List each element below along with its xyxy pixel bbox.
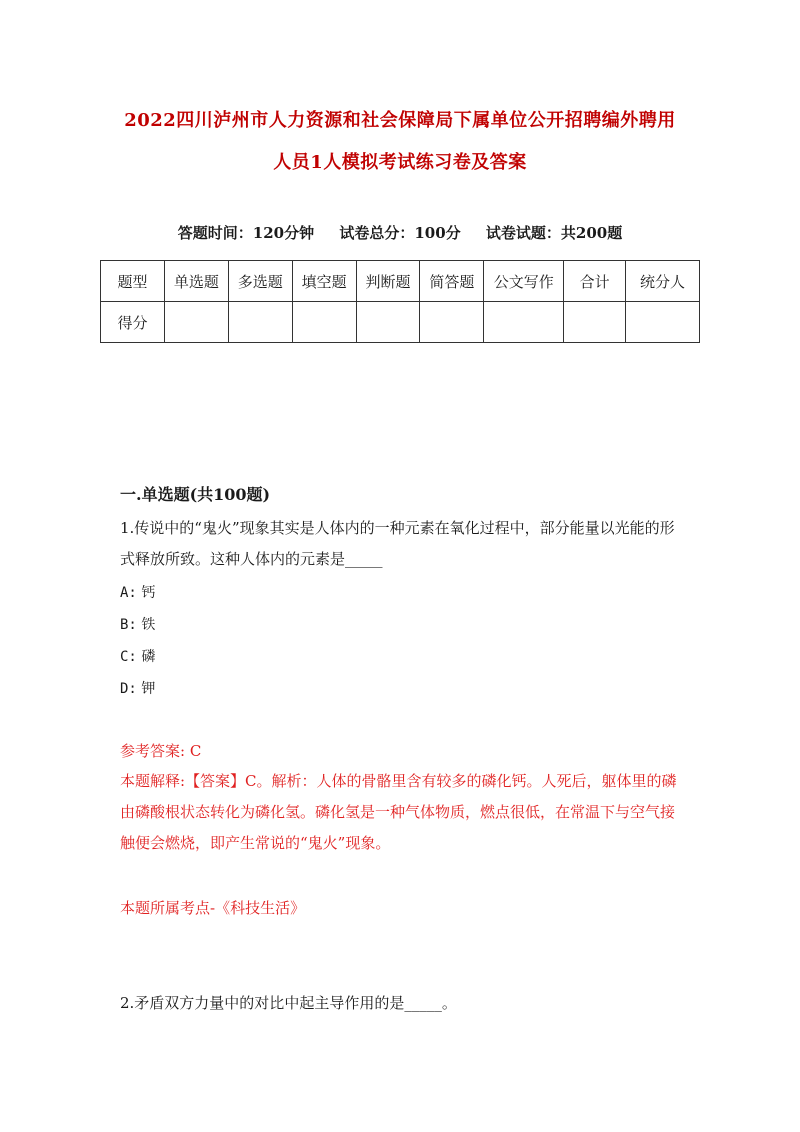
option-key: B: [120,617,137,633]
question-1-option-d [120,678,155,698]
question-1-answer: 参考答案: C [120,742,202,760]
score-table-cell [564,302,626,343]
exam-time: 答题时间：120分钟 [177,224,315,242]
option-key: C: [120,649,137,665]
option-key: A: [120,585,137,601]
score-table-header-cell: 填空题 [292,261,356,302]
exam-question-count: 试卷试题：共200题 [485,224,623,242]
score-table-header-cell: 单选题 [164,261,228,302]
score-table [100,260,700,343]
question-1-explanation: 本题解释:【答案】C。解析：人体的骨骼里含有较多的磷化钙。人死后，躯体里的磷由磷酸根状态转化为磷化氢。磷化氢是一种气体物质，燃点很低，在常温下与空气接触便会燃烧，即产生常说的“鬼火”现象。 [120,772,677,852]
option-text: 钾 [141,681,156,697]
score-table-cell [484,302,564,343]
score-table-header-row [101,261,700,302]
score-table-header-cell: 简答题 [420,261,484,302]
question-1-option-a [120,582,155,602]
exam-total-score: 试卷总分：100分 [339,224,461,242]
question-1-topic: 本题所属考点-《科技生活》 [120,899,306,917]
option-text: 磷 [141,649,156,665]
score-table-cell [292,302,356,343]
score-table-header-cell: 题型 [101,261,165,302]
option-text: 铁 [141,617,156,633]
question-1-option-b [120,614,155,634]
score-table-cell [626,302,700,343]
score-table-header-cell: 合计 [564,261,626,302]
score-table-header-cell: 多选题 [228,261,292,302]
exam-title-line-1: 2022四川泸州市人力资源和社会保障局下属单位公开招聘编外聘用 [124,110,676,131]
exam-meta [100,222,700,243]
question-1-text: 1.传说中的“鬼火”现象其实是人体内的一种元素在氧化过程中，部分能量以光能的形式释放所致。这种人体内的元素是_____ [120,519,675,568]
option-key: D: [120,681,137,697]
score-table-header-cell: 公文写作 [484,261,564,302]
score-table-cell [228,302,292,343]
question-2-text: 2.矛盾双方力量中的对比中起主导作用的是_____。 [120,994,457,1012]
option-text: 钙 [141,585,156,601]
score-table-header-cell: 统分人 [626,261,700,302]
score-table-cell [356,302,420,343]
score-table-cell [164,302,228,343]
score-table-cell [420,302,484,343]
section-title: 一.单选题(共100题) [120,485,271,504]
exam-title-line-2: 人员1人模拟考试练习卷及答案 [273,152,527,173]
score-table-header-cell: 判断题 [356,261,420,302]
question-1-option-c [120,646,155,666]
score-table-score-row [101,302,700,343]
score-table-row-label: 得分 [101,302,165,343]
